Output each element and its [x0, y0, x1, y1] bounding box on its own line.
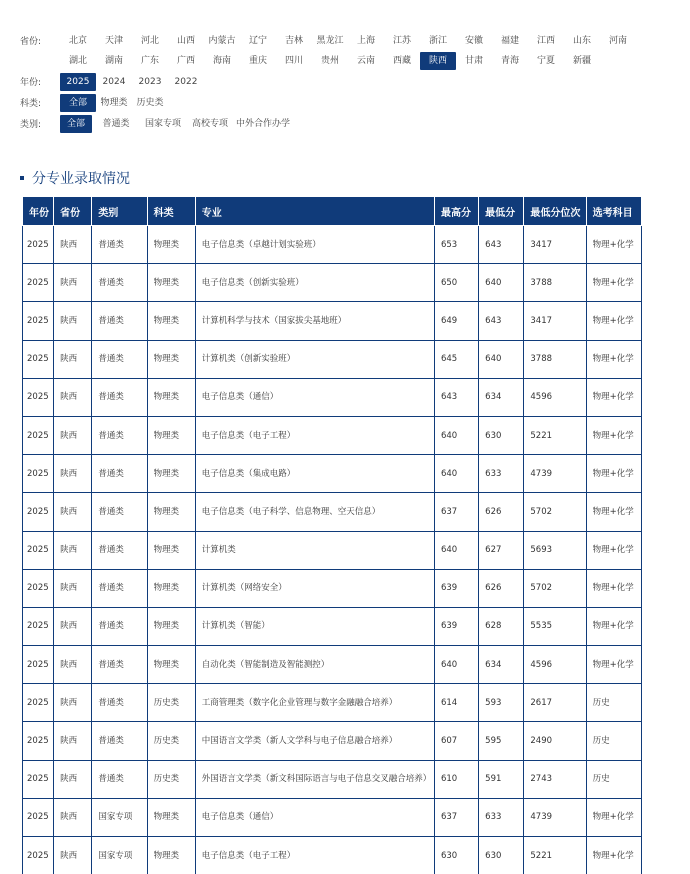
table-row [23, 264, 642, 302]
table-cell: 5221 [524, 416, 586, 454]
province-option[interactable]: 山西 [176, 36, 195, 46]
province-option[interactable]: 黑龙江 [316, 36, 344, 46]
table-cell: 物理类 [147, 837, 195, 874]
subject-options [60, 94, 660, 112]
table-cell: 2025 [23, 340, 54, 378]
section-title: 分专业录取情况 [32, 171, 130, 187]
category-option[interactable]: 高校专项 [191, 119, 228, 129]
table-row [23, 798, 642, 836]
table-cell: 4596 [524, 646, 586, 684]
column-header: 最低分 [479, 197, 524, 226]
table-cell: 物理+化学 [586, 226, 641, 264]
table-cell: 634 [479, 378, 524, 416]
province-option[interactable]: 辽宁 [248, 36, 267, 46]
province-option[interactable]: 湖北 [68, 56, 87, 66]
table-body [23, 226, 642, 874]
table-row [23, 722, 642, 760]
table-cell: 640 [479, 264, 524, 302]
subject-option[interactable]: 全部 [60, 94, 96, 112]
table-cell: 4739 [524, 798, 586, 836]
table-cell: 4739 [524, 455, 586, 493]
category-option[interactable]: 国家专项 [144, 119, 181, 129]
table-cell: 628 [479, 607, 524, 645]
province-option[interactable]: 江苏 [392, 36, 411, 46]
table-cell: 中国语言文学类（新人文学科与电子信息融合培养） [195, 722, 434, 760]
table-row [23, 340, 642, 378]
table-cell: 物理+化学 [586, 493, 641, 531]
table-cell: 物理+化学 [586, 531, 641, 569]
table-cell: 陕西 [54, 722, 92, 760]
year-options [60, 73, 660, 91]
table-cell: 640 [434, 416, 478, 454]
table-cell: 物理+化学 [586, 798, 641, 836]
table-cell: 2025 [23, 684, 54, 722]
table-cell: 计算机类 [195, 531, 434, 569]
table-row [23, 837, 642, 874]
table-cell: 633 [479, 798, 524, 836]
table-cell: 630 [479, 837, 524, 874]
table-cell: 物理+化学 [586, 264, 641, 302]
table-cell: 普通类 [92, 340, 147, 378]
table-row [23, 646, 642, 684]
table-cell: 640 [479, 340, 524, 378]
year-option[interactable]: 2025 [60, 73, 96, 91]
table-cell: 物理+化学 [586, 340, 641, 378]
category-option[interactable]: 普通类 [102, 119, 130, 129]
table-cell: 637 [434, 798, 478, 836]
table-cell: 643 [479, 302, 524, 340]
table-cell: 普通类 [92, 416, 147, 454]
table-cell: 陕西 [54, 607, 92, 645]
province-option[interactable]: 浙江 [428, 36, 447, 46]
province-option[interactable]: 四川 [284, 56, 303, 66]
table-cell: 陕西 [54, 226, 92, 264]
table-cell: 物理类 [147, 798, 195, 836]
province-options-row-1 [60, 32, 660, 50]
table-cell: 5221 [524, 837, 586, 874]
table-cell: 2743 [524, 760, 586, 798]
table-cell: 普通类 [92, 760, 147, 798]
admission-table [22, 196, 642, 874]
table-cell: 陕西 [54, 340, 92, 378]
table-cell: 3417 [524, 302, 586, 340]
table-cell: 595 [479, 722, 524, 760]
table-row [23, 493, 642, 531]
table-cell: 630 [434, 837, 478, 874]
table-cell: 2025 [23, 416, 54, 454]
table-cell: 普通类 [92, 378, 147, 416]
table-cell: 陕西 [54, 493, 92, 531]
table-cell: 2025 [23, 607, 54, 645]
province-option[interactable]: 山东 [572, 36, 591, 46]
table-cell: 5702 [524, 569, 586, 607]
table-cell: 陕西 [54, 302, 92, 340]
table-row [23, 760, 642, 798]
table-cell: 2025 [23, 455, 54, 493]
column-header: 选考科目 [586, 197, 641, 226]
table-cell: 物理类 [147, 378, 195, 416]
table-cell: 639 [434, 569, 478, 607]
province-option[interactable]: 江西 [536, 36, 555, 46]
province-option[interactable]: 广西 [176, 56, 195, 66]
table-row [23, 531, 642, 569]
table-cell: 物理+化学 [586, 837, 641, 874]
subject-option[interactable]: 历史类 [136, 98, 164, 108]
table-cell: 物理类 [147, 302, 195, 340]
province-option[interactable]: 青海 [500, 56, 519, 66]
table-cell: 陕西 [54, 378, 92, 416]
province-option[interactable]: 福建 [500, 36, 519, 46]
table-cell: 2025 [23, 646, 54, 684]
table-cell: 643 [434, 378, 478, 416]
subject-filter [20, 96, 62, 109]
column-header: 年份 [23, 197, 54, 226]
table-cell: 历史类 [147, 722, 195, 760]
table-cell: 电子信息类（卓越计划实验班） [195, 226, 434, 264]
table-cell: 陕西 [54, 455, 92, 493]
table-cell: 645 [434, 340, 478, 378]
column-header: 最高分 [434, 197, 478, 226]
table-cell: 物理+化学 [586, 569, 641, 607]
province-option[interactable]: 贵州 [320, 56, 339, 66]
table-cell: 历史类 [147, 760, 195, 798]
table-header-row [23, 197, 642, 226]
table-cell: 物理类 [147, 493, 195, 531]
table-cell: 陕西 [54, 569, 92, 607]
category-options [60, 115, 660, 133]
table-row [23, 378, 642, 416]
year-option[interactable]: 2022 [174, 77, 198, 87]
table-cell: 普通类 [92, 722, 147, 760]
table-cell: 电子信息类（电子科学、信息物理、空天信息） [195, 493, 434, 531]
table-row [23, 607, 642, 645]
table-row [23, 302, 642, 340]
year-option[interactable]: 2023 [138, 77, 162, 87]
table-cell: 2025 [23, 531, 54, 569]
table-cell: 物理类 [147, 264, 195, 302]
year-filter [20, 75, 62, 88]
table-cell: 普通类 [92, 684, 147, 722]
table-cell: 普通类 [92, 264, 147, 302]
table-cell: 3417 [524, 226, 586, 264]
subject-option[interactable]: 物理类 [100, 98, 128, 108]
table-cell: 电子信息类（通信） [195, 798, 434, 836]
province-option[interactable]: 湖南 [104, 56, 123, 66]
table-cell: 电子信息类（集成电路） [195, 455, 434, 493]
table-cell: 国家专项 [92, 837, 147, 874]
table-cell: 普通类 [92, 531, 147, 569]
table-cell: 普通类 [92, 646, 147, 684]
province-filter [20, 34, 62, 47]
table-cell: 国家专项 [92, 798, 147, 836]
table-cell: 物理类 [147, 226, 195, 264]
province-option[interactable]: 新疆 [572, 56, 591, 66]
province-option[interactable]: 海南 [212, 56, 231, 66]
table-cell: 639 [434, 607, 478, 645]
table-cell: 普通类 [92, 455, 147, 493]
table-cell: 物理类 [147, 607, 195, 645]
table-row [23, 684, 642, 722]
table-cell: 陕西 [54, 646, 92, 684]
table-row [23, 416, 642, 454]
table-cell: 计算机科学与技术（国家拔尖基地班） [195, 302, 434, 340]
table-cell: 陕西 [54, 760, 92, 798]
table-cell: 4596 [524, 378, 586, 416]
table-cell: 陕西 [54, 684, 92, 722]
table-cell: 627 [479, 531, 524, 569]
province-option[interactable]: 重庆 [248, 56, 267, 66]
table-cell: 物理类 [147, 569, 195, 607]
category-option[interactable]: 全部 [60, 115, 92, 133]
column-header: 类别 [92, 197, 147, 226]
province-label: 省份: [20, 37, 42, 47]
table-cell: 640 [434, 455, 478, 493]
province-option[interactable]: 甘肃 [464, 56, 483, 66]
table-cell: 2025 [23, 264, 54, 302]
province-option[interactable]: 吉林 [284, 36, 303, 46]
table-cell: 陕西 [54, 798, 92, 836]
table-cell: 2025 [23, 569, 54, 607]
table-cell: 计算机类（创新实验班） [195, 340, 434, 378]
category-option[interactable]: 中外合作办学 [235, 119, 290, 129]
column-header: 科类 [147, 197, 195, 226]
table-cell: 陕西 [54, 416, 92, 454]
table-cell: 3788 [524, 340, 586, 378]
table-cell: 普通类 [92, 607, 147, 645]
table-cell: 电子信息类（通信） [195, 378, 434, 416]
table-cell: 591 [479, 760, 524, 798]
table-cell: 普通类 [92, 302, 147, 340]
table-cell: 649 [434, 302, 478, 340]
table-cell: 历史类 [147, 684, 195, 722]
table-cell: 物理类 [147, 531, 195, 569]
province-option[interactable]: 上海 [356, 36, 375, 46]
province-option[interactable]: 河南 [608, 36, 627, 46]
table-cell: 电子信息类（电子工程） [195, 837, 434, 874]
table-cell: 614 [434, 684, 478, 722]
column-header: 专业 [195, 197, 434, 226]
table-cell: 物理+化学 [586, 378, 641, 416]
province-option[interactable]: 宁夏 [536, 56, 555, 66]
table-cell: 陕西 [54, 264, 92, 302]
table-cell: 5693 [524, 531, 586, 569]
table-cell: 2025 [23, 798, 54, 836]
table-cell: 650 [434, 264, 478, 302]
bullet-icon [20, 176, 24, 180]
table-cell: 历史 [586, 760, 641, 798]
table-cell: 物理+化学 [586, 416, 641, 454]
table-cell: 610 [434, 760, 478, 798]
province-option[interactable]: 内蒙古 [208, 36, 236, 46]
table-cell: 634 [479, 646, 524, 684]
table-cell: 物理类 [147, 340, 195, 378]
section-header [20, 168, 130, 188]
table-cell: 2025 [23, 226, 54, 264]
column-header: 省份 [54, 197, 92, 226]
table-cell: 物理+化学 [586, 607, 641, 645]
table-cell: 626 [479, 493, 524, 531]
table-cell: 3788 [524, 264, 586, 302]
year-label: 年份: [20, 78, 42, 88]
table-cell: 5535 [524, 607, 586, 645]
table-cell: 物理类 [147, 455, 195, 493]
province-option[interactable]: 河北 [140, 36, 159, 46]
table-cell: 2490 [524, 722, 586, 760]
table-cell: 历史 [586, 722, 641, 760]
table-cell: 物理+化学 [586, 455, 641, 493]
table-cell: 630 [479, 416, 524, 454]
table-cell: 640 [434, 646, 478, 684]
table-cell: 计算机类（智能） [195, 607, 434, 645]
table-cell: 物理+化学 [586, 302, 641, 340]
table-cell: 历史 [586, 684, 641, 722]
province-options-row-2 [60, 52, 660, 70]
year-option[interactable]: 2024 [102, 77, 126, 87]
table-cell: 自动化类（智能制造及智能测控） [195, 646, 434, 684]
table-cell: 物理类 [147, 416, 195, 454]
table-cell: 普通类 [92, 493, 147, 531]
table-cell: 物理类 [147, 646, 195, 684]
table-cell: 2025 [23, 722, 54, 760]
category-filter [20, 117, 62, 130]
table-cell: 2025 [23, 760, 54, 798]
table-cell: 普通类 [92, 226, 147, 264]
table-cell: 593 [479, 684, 524, 722]
table-cell: 陕西 [54, 531, 92, 569]
table-cell: 637 [434, 493, 478, 531]
province-option[interactable]: 陕西 [420, 52, 456, 70]
category-label: 类别: [20, 120, 42, 130]
table-cell: 2025 [23, 493, 54, 531]
table-cell: 2025 [23, 378, 54, 416]
table-row [23, 455, 642, 493]
table-cell: 640 [434, 531, 478, 569]
table-cell: 626 [479, 569, 524, 607]
table-cell: 607 [434, 722, 478, 760]
province-option[interactable]: 云南 [356, 56, 375, 66]
province-option[interactable]: 安徽 [464, 36, 483, 46]
column-header: 最低分位次 [524, 197, 586, 226]
province-option[interactable]: 西藏 [392, 56, 411, 66]
table-cell: 陕西 [54, 837, 92, 874]
table-cell: 653 [434, 226, 478, 264]
table-cell: 工商管理类（数字化企业管理与数字金融融合培养） [195, 684, 434, 722]
province-option[interactable]: 广东 [140, 56, 159, 66]
table-cell: 2025 [23, 837, 54, 874]
table-cell: 2617 [524, 684, 586, 722]
table-row [23, 226, 642, 264]
table-cell: 643 [479, 226, 524, 264]
table-cell: 电子信息类（电子工程） [195, 416, 434, 454]
subject-label: 科类: [20, 99, 42, 109]
province-option[interactable]: 天津 [104, 36, 123, 46]
table-cell: 电子信息类（创新实验班） [195, 264, 434, 302]
table-cell: 5702 [524, 493, 586, 531]
table-cell: 物理+化学 [586, 646, 641, 684]
province-option[interactable]: 北京 [68, 36, 87, 46]
table-cell: 633 [479, 455, 524, 493]
table-cell: 普通类 [92, 569, 147, 607]
table-cell: 外国语言文学类（新文科国际语言与电子信息交叉融合培养） [195, 760, 434, 798]
table-cell: 2025 [23, 302, 54, 340]
table-cell: 计算机类（网络安全） [195, 569, 434, 607]
table-row [23, 569, 642, 607]
